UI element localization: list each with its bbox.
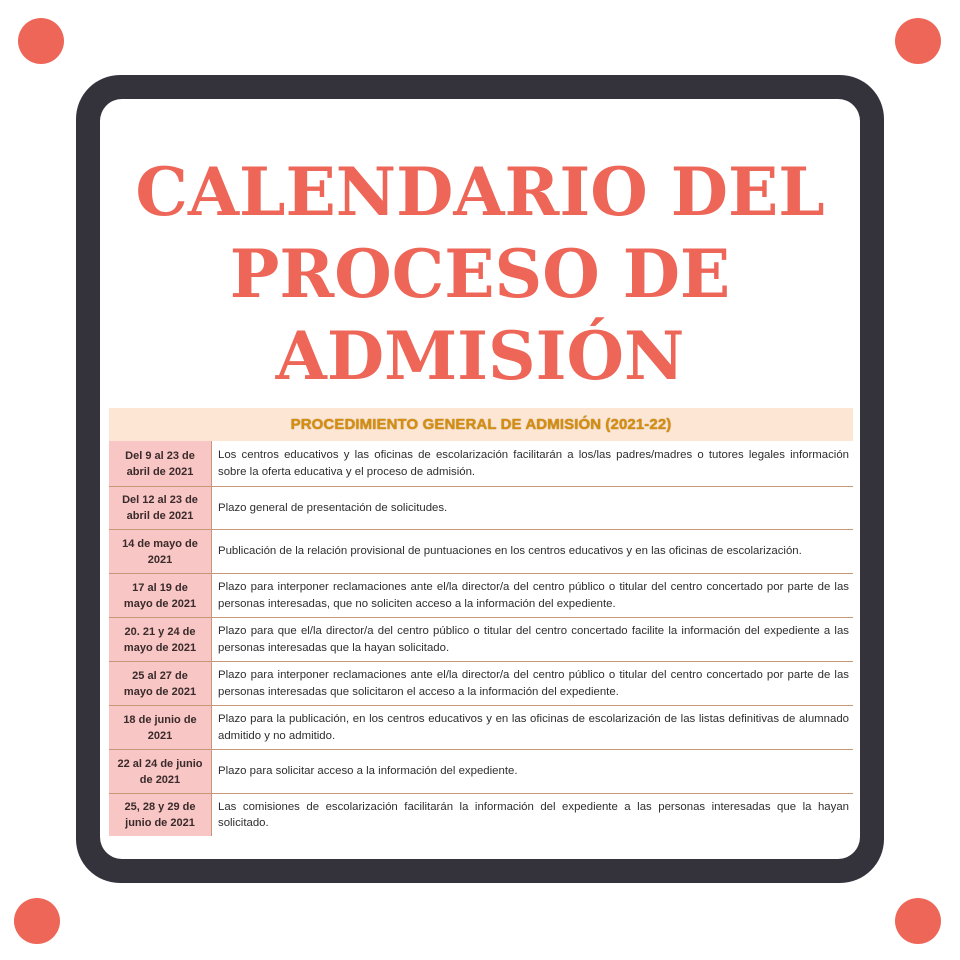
decorative-dot-top-right [895,18,941,64]
table-row [109,574,853,618]
decorative-dot-bottom-right [895,898,941,944]
table-row [109,706,853,750]
row-date: 18 de junio de 2021 [109,706,212,749]
row-description: Plazo para interponer reclamaciones ante el/la director/a del centro público o titular del centro concertado por parte de las personas interesadas que solicitaron el acceso a la información del expediente. [218,669,849,698]
table-row [109,750,853,794]
row-description: Plazo para solicitar acceso a la información del expediente. [218,765,518,778]
row-date: 25 al 27 de mayo de 2021 [109,662,212,705]
row-date: 17 al 19 de mayo de 2021 [109,574,212,617]
row-description: Plazo para la publicación, en los centros educativos y en las oficinas de escolarización de las listas definitivas de alumnado admitido y no admitido. [218,713,849,742]
table-header: PROCEDIMIENTO GENERAL DE ADMISIÓN (2021-22) [109,408,853,441]
title-line-1: CALENDARIO DEL [135,153,825,231]
row-description: Publicación de la relación provisional de puntuaciones en los centros educativos y en las oficinas de escolarización. [218,545,802,558]
row-description: Plazo para interponer reclamaciones ante el/la director/a del centro público o titular del centro concertado por parte de las personas interesadas, que no soliciten acceso a la información del expediente. [218,581,849,610]
table-row [109,618,853,662]
row-description: Plazo para que el/la director/a del centro público o titular del centro concertado facilite la información del expediente a las personas interesadas que la hayan solicitado. [218,625,849,654]
table-row [109,794,853,836]
row-description: Plazo general de presentación de solicitudes. [218,501,448,514]
title-line-2: PROCESO DE [229,235,731,313]
title-line-3: ADMISIÓN [275,317,685,395]
row-date: 25, 28 y 29 de junio de 2021 [109,794,212,836]
page-title [100,151,860,397]
table-row [109,530,853,574]
table-row [109,662,853,706]
table-row [109,441,853,487]
row-date: 14 de mayo de 2021 [109,530,212,573]
admission-calendar-table [109,408,853,836]
table-row [109,487,853,530]
content-card [100,99,860,859]
decorative-dot-top-left [18,18,64,64]
dark-frame [76,75,884,883]
row-description: Las comisiones de escolarización facilitarán la información del expediente a las personas interesadas que la hayan solicitado. [218,800,849,829]
row-date: 20. 21 y 24 de mayo de 2021 [109,618,212,661]
decorative-dot-bottom-left [14,898,60,944]
row-date: Del 12 al 23 de abril de 2021 [109,487,212,529]
row-date: 22 al 24 de junio de 2021 [109,750,212,793]
row-description: Los centros educativos y las oficinas de escolarización facilitarán a los/las padres/madres o tutores legales información sobre la oferta educativa y el proceso de admisión. [218,449,849,478]
row-date: Del 9 al 23 de abril de 2021 [109,441,212,486]
